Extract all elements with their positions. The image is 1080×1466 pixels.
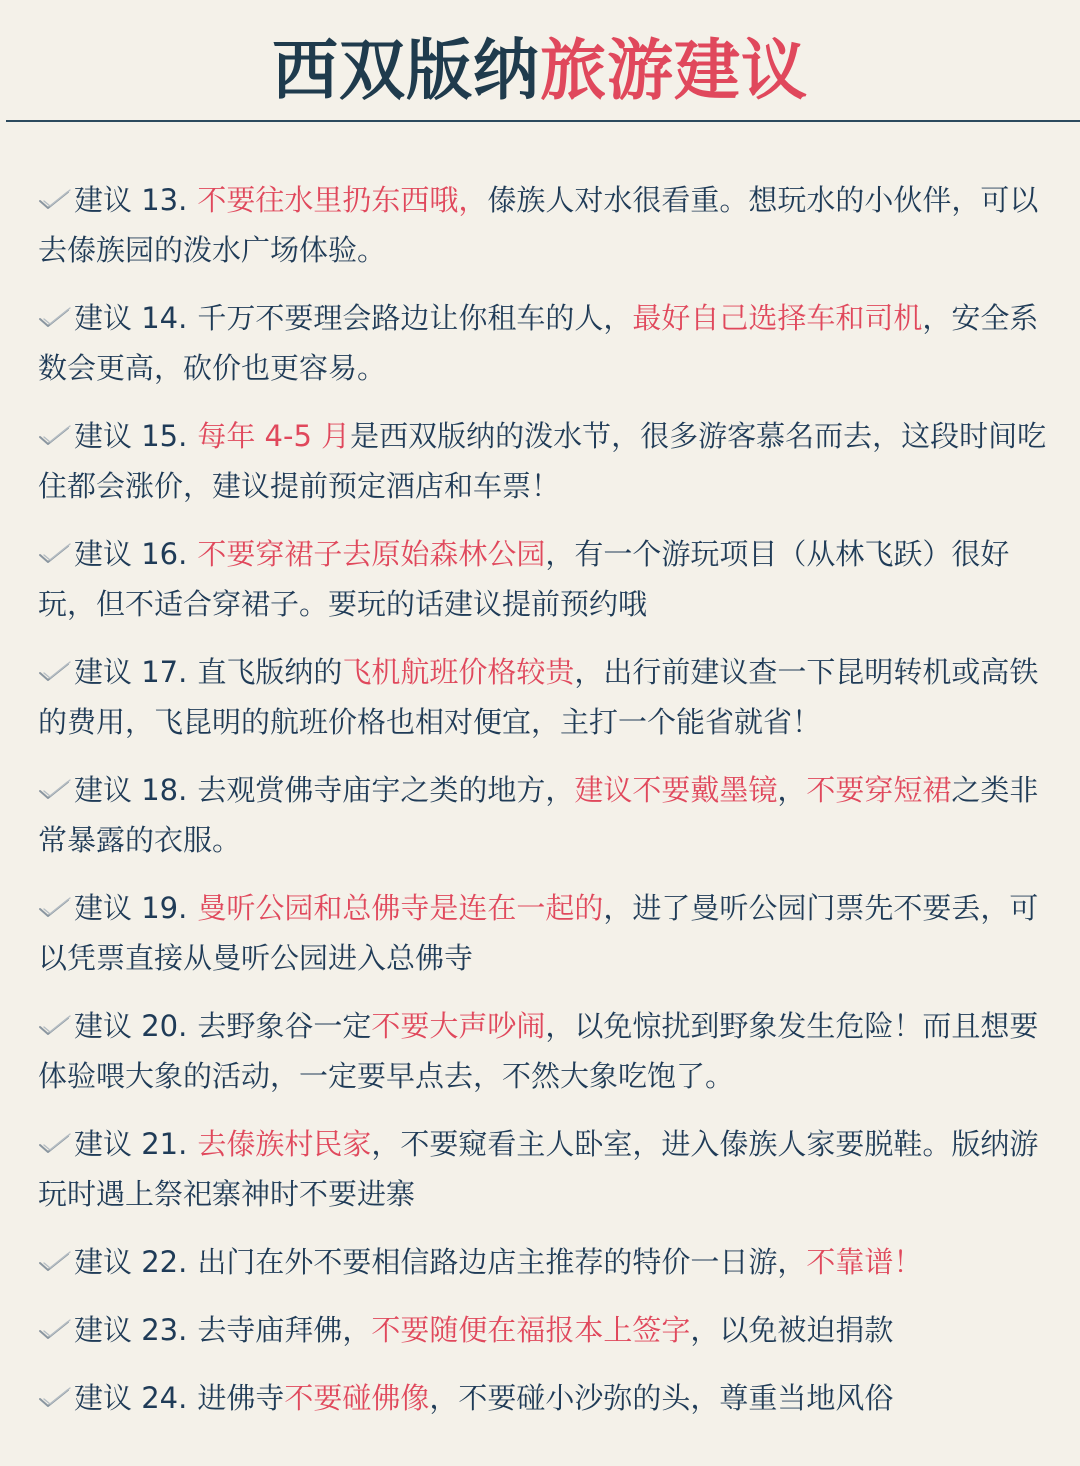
item-text: 千万不要理会路边让你租车的人， [197,301,633,335]
item-text: ，安全系数会更高，砍价也更容易。 [38,301,1039,385]
item-text: 进佛寺 [197,1381,285,1415]
highlight-text: 不要碰佛像 [284,1381,430,1415]
list-item [38,883,1048,983]
list-item [38,765,1048,865]
highlight-text: 不要穿短裙 [806,773,952,807]
item-text: ，有一个游玩项目（从林飞跃）很好玩，但不适合穿裙子。要玩的话建议提前预约哦 [38,537,1010,621]
list-item [38,175,1048,275]
highlight-text: 建议不要戴墨镜 [574,773,778,807]
item-label: 建议 20. [74,1009,188,1043]
item-text: 之类非常暴露的衣服。 [38,773,1039,857]
item-label: 建议 18. [74,773,188,807]
title-divider [6,120,1080,122]
list-item [38,1305,1048,1355]
item-text: 去野象谷一定 [197,1009,372,1043]
page-title [0,22,1080,118]
list-item [38,529,1048,629]
title-part-1: 西双版纳 [272,31,540,109]
item-label: 建议 24. [74,1381,188,1415]
item-text: ，不要窥看主人卧室，进入傣族人家要脱鞋。版纳游玩时遇上祭祀寨神时不要进寨 [38,1127,1039,1211]
list-item [38,1001,1048,1101]
item-text: ，出行前建议查一下昆明转机或高铁的费用，飞昆明的航班价格也相对便宜，主打一个能省就省！ [38,655,1039,739]
check-icon [38,1251,72,1273]
item-label: 建议 15. [74,419,188,453]
item-text: 是西双版纳的泼水节，很多游客慕名而去，这段时间吃住都会涨价，建议提前预定酒店和车票！ [38,419,1047,503]
item-label: 建议 17. [74,655,188,689]
highlight-text: 不靠谱！ [806,1245,923,1279]
check-icon [38,1015,72,1037]
title-part-2: 旅游建议 [540,31,808,109]
highlight-text: 不要往水里扔东西哦， [197,183,488,217]
highlight-text: 每年 4-5 月 [197,419,351,453]
item-text: 去观赏佛寺庙宇之类的地方， [197,773,575,807]
item-label: 建议 16. [74,537,188,571]
list-item [38,1237,1048,1287]
list-item [38,411,1048,511]
check-icon [38,543,72,565]
highlight-text: 不要随便在福报本上签字 [371,1313,691,1347]
highlight-text: 最好自己选择车和司机 [632,301,923,335]
check-icon [38,1133,72,1155]
item-text: ，不要碰小沙弥的头，尊重当地风俗 [429,1381,894,1415]
highlight-text: 去傣族村民家 [197,1127,372,1161]
check-icon [38,661,72,683]
check-icon [38,1319,72,1341]
tips-list [38,175,1048,1441]
item-text: 傣族人对水很看重。想玩水的小伙伴，可以去傣族园的泼水广场体验。 [38,183,1039,267]
check-icon [38,1387,72,1409]
item-label: 建议 23. [74,1313,188,1347]
list-item [38,1119,1048,1219]
highlight-text: 飞机航班价格较贵 [342,655,575,689]
item-text: ， [777,773,807,807]
item-label: 建议 21. [74,1127,188,1161]
list-item [38,647,1048,747]
item-label: 建议 22. [74,1245,188,1279]
highlight-text: 不要大声吵闹 [371,1009,546,1043]
list-item [38,293,1048,393]
item-label: 建议 13. [74,183,188,217]
check-icon [38,779,72,801]
highlight-text: 曼听公园和总佛寺是连在一起的 [197,891,604,925]
item-label: 建议 19. [74,891,188,925]
item-label: 建议 14. [74,301,188,335]
item-text: 去寺庙拜佛， [197,1313,372,1347]
item-text: ，以免惊扰到野象发生危险！而且想要体验喂大象的活动，一定要早点去，不然大象吃饱了。 [38,1009,1039,1093]
highlight-text: 不要穿裙子去原始森林公园 [197,537,546,571]
check-icon [38,425,72,447]
item-text: ，以免被迫捐款 [690,1313,894,1347]
list-item [38,1373,1048,1423]
item-text: ，进了曼听公园门票先不要丢，可以凭票直接从曼听公园进入总佛寺 [38,891,1039,975]
item-text: 出门在外不要相信路边店主推荐的特价一日游， [197,1245,807,1279]
check-icon [38,189,72,211]
check-icon [38,897,72,919]
check-icon [38,307,72,329]
item-text: 直飞版纳的 [197,655,343,689]
